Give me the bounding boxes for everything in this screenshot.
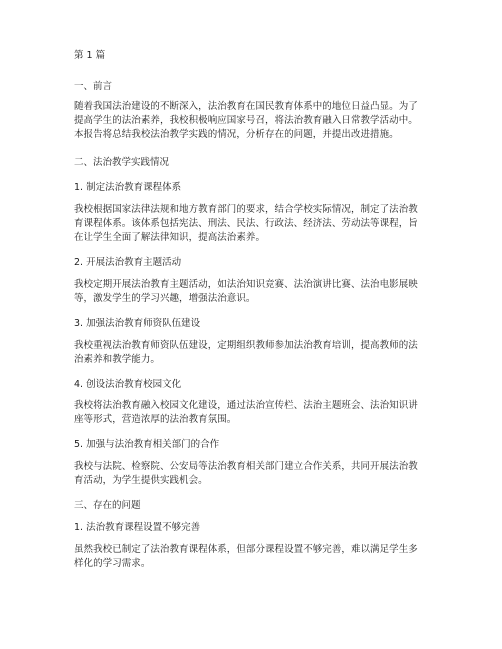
paragraph-line: 虽然我校已制定了法治教育课程体系，但部分课程设置不够完善，难以满足学生多	[74, 544, 418, 555]
paragraph-line: 我校与法院、检察院、公安局等法治教育相关部门建立合作关系，共同开展法治教	[74, 461, 418, 472]
paragraph-line: 在让学生全面了解法律知识，提高法治素养。	[74, 232, 266, 243]
section-heading-preface: 一、前言	[74, 81, 113, 92]
subheading-curriculum-issue: 1. 法治教育课程设置不够完善	[74, 522, 201, 533]
paragraph-line: 等，激发学生的学习兴趣，增强法治意识。	[74, 293, 256, 304]
paragraph-line: 提高学生的法治素养，我校积极响应国家号召，将法治教育融入日常教学活动中。	[74, 115, 418, 126]
subheading-culture: 4. 创设法治教育校园文化	[74, 379, 182, 390]
paragraph-line: 我校将法治教育融入校园文化建设，通过法治宣传栏、法治主题班会、法治知识讲	[74, 400, 418, 411]
paragraph-curriculum	[74, 203, 429, 245]
paragraph-line: 治素养和教学能力。	[74, 354, 160, 365]
paragraph-line: 样化的学习需求。	[74, 558, 151, 569]
paragraph-line: 我校定期开展法治教育主题活动，如法治知识竞赛、法治演讲比赛、法治电影展映	[74, 279, 418, 290]
paragraph-cooperation	[74, 460, 429, 488]
subheading-curriculum: 1. 制定法治教育课程体系	[74, 182, 182, 193]
paragraph-line: 我校根据国家法律法规和地方教育部门的要求，结合学校实际情况，制定了法治教	[74, 204, 418, 215]
paragraph-culture	[74, 399, 429, 427]
paragraph-line: 育课程体系。该体系包括宪法、刑法、民法、行政法、经济法、劳动法等课程，旨	[74, 218, 418, 229]
paragraph-line: 我校重视法治教育师资队伍建设，定期组织教师参加法治教育培训，提高教师的法	[74, 340, 418, 351]
subheading-activities: 2. 开展法治教育主题活动	[74, 257, 182, 268]
paragraph-curriculum-issue	[74, 543, 429, 571]
section-heading-practice: 二、法治教学实践情况	[74, 157, 170, 168]
paragraph-line: 本报告将总结我校法治教学实践的情况，分析存在的问题，并提出改进措施。	[74, 129, 399, 140]
paragraph-line: 随着我国法治建设的不断深入，法治教育在国民教育体系中的地位日益凸显。为了	[74, 101, 418, 112]
paragraph-line: 育活动，为学生提供实践机会。	[74, 475, 208, 486]
subheading-cooperation: 5. 加强与法治教育相关部门的合作	[74, 439, 220, 450]
document-title: 第 1 篇	[74, 50, 106, 61]
subheading-teachers: 3. 加强法治教育师资队伍建设	[74, 318, 201, 329]
paragraph-teachers	[74, 339, 429, 367]
paragraph-activities	[74, 278, 429, 306]
paragraph-preface	[74, 100, 429, 142]
section-heading-problems: 三、存在的问题	[74, 500, 141, 511]
paragraph-line: 座等形式，营造浓厚的法治教育氛围。	[74, 414, 237, 425]
